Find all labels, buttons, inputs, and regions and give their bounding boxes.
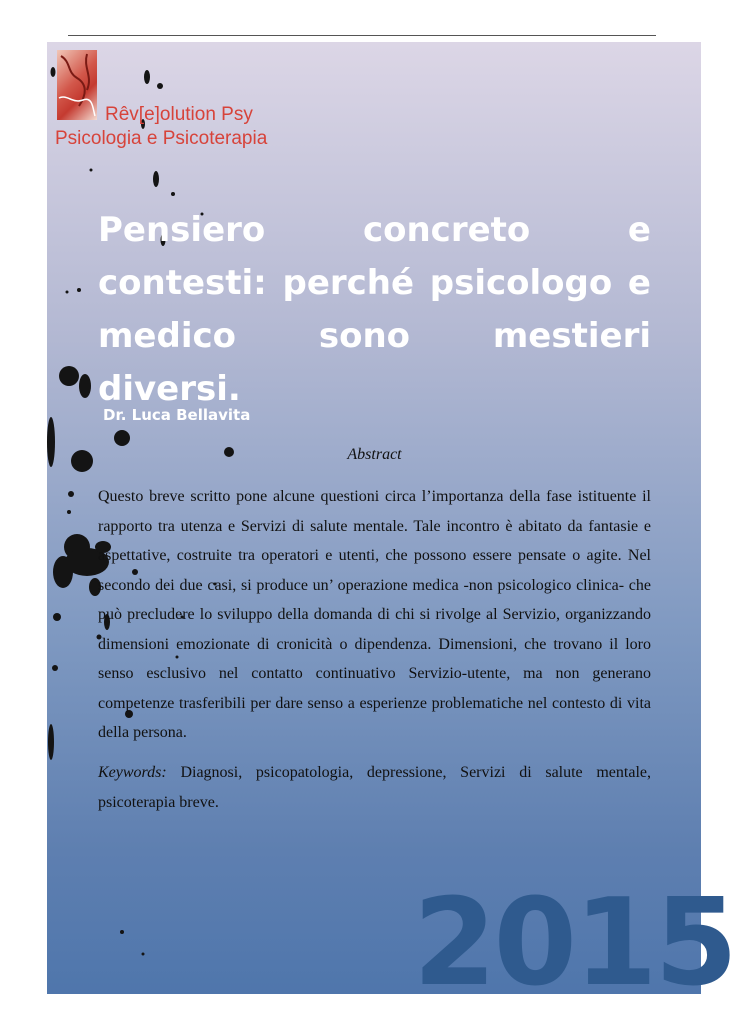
cover-page <box>47 42 735 1013</box>
year-graphic: 2015 <box>413 874 735 1013</box>
abstract-text: Questo breve scritto pone alcune questioni circa l’importanza della fase istituente il rapporto tra utenza e Servizi di salute mentale. Tale incontro è abitato da fantasie e aspettative, costruite tra operatori e utenti, che possono essere pensate o agite. Nel secondo dei due casi, si produce un’ operazione medica -non psicologico clinica- che può precludere lo sviluppo della domanda di chi si rivolge al Servizio, organizzando dimensioni emozionate di cronicità o dipendenza. Dimensioni, che trovano il loro senso esclusivo nel contatto continuativo Servizio-utente, ma non generano competenze trasferibili per dare senso a esperienze problematiche nel contesto di vita della persona. <box>98 488 651 741</box>
brand-name: Rêv[e]olution Psy <box>105 104 253 125</box>
logo-image <box>57 50 97 120</box>
header-rule <box>68 35 656 36</box>
brand-tagline: Psicologia e Psicoterapia <box>55 128 268 149</box>
author-name: Dr. Luca Bellavita <box>103 406 251 424</box>
keywords-list: Diagnosi, psicopatologia, depressione, Servizi di salute mentale, psicoterapia breve. <box>98 764 651 811</box>
article-title: Pensiero concreto e contesti: perché psicologo e medico sono mestieri diversi. <box>98 210 651 409</box>
keywords-label: Keywords: <box>98 764 167 781</box>
abstract-heading: Abstract <box>347 446 402 463</box>
keywords-paragraph <box>98 758 651 817</box>
